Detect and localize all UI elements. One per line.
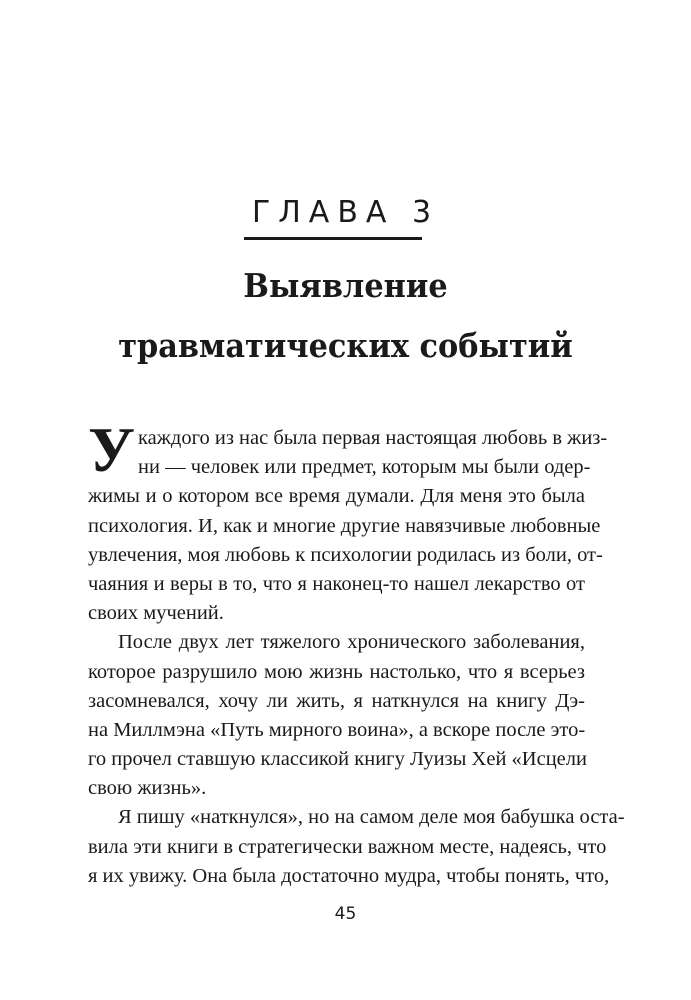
- text-line: чаяния и веры в то, что я наконец-то нашел лекарство от: [88, 572, 585, 595]
- text-line: Я пишу «наткнулся», но на самом деле моя бабушка оста-: [118, 806, 625, 829]
- text-line: жимы и о котором все время думали. Для меня это была: [88, 485, 585, 508]
- text-line: я их увижу. Она была достаточно мудра, чтобы понять, что,: [88, 864, 610, 887]
- chapter-title-line: Выявление: [243, 266, 448, 305]
- drop-cap: У: [88, 414, 135, 485]
- text-line: свою жизнь».: [88, 777, 207, 800]
- chapter-rule: [244, 237, 422, 240]
- chapter-title-line: травматических событий: [118, 326, 573, 365]
- text-line: психология. И, как и многие другие навязчивые любовные: [88, 514, 601, 537]
- chapter-label: ГЛАВА 3: [251, 195, 440, 230]
- text-line: каждого из нас была первая настоящая любовь в жиз-: [138, 427, 608, 449]
- text-line: которое разрушило мою жизнь настолько, что я всерьез: [88, 660, 585, 683]
- chapter-title: [28, 256, 664, 376]
- text-line: своих мучений.: [88, 602, 224, 625]
- text-line: увлечения, моя любовь к психологии родилась из боли, от-: [88, 543, 603, 566]
- text-line: засомневался, хочу ли жить, я наткнулся на книгу Дэ-: [88, 689, 585, 712]
- text-line: вила эти книги в стратегически важном месте, надеясь, что: [88, 835, 607, 858]
- text-line: го прочел ставшую классикой книгу Луизы Хей «Исцели: [88, 748, 587, 771]
- text-line: После двух лет тяжелого хронического заболевания,: [118, 631, 585, 654]
- text-line: ни — человек или предмет, которым мы были одер-: [138, 456, 591, 479]
- text-line: на Миллмэна «Путь мирного воина», а вскоре после это-: [88, 718, 586, 741]
- page-number: 45: [334, 904, 357, 924]
- body-text: [88, 424, 625, 891]
